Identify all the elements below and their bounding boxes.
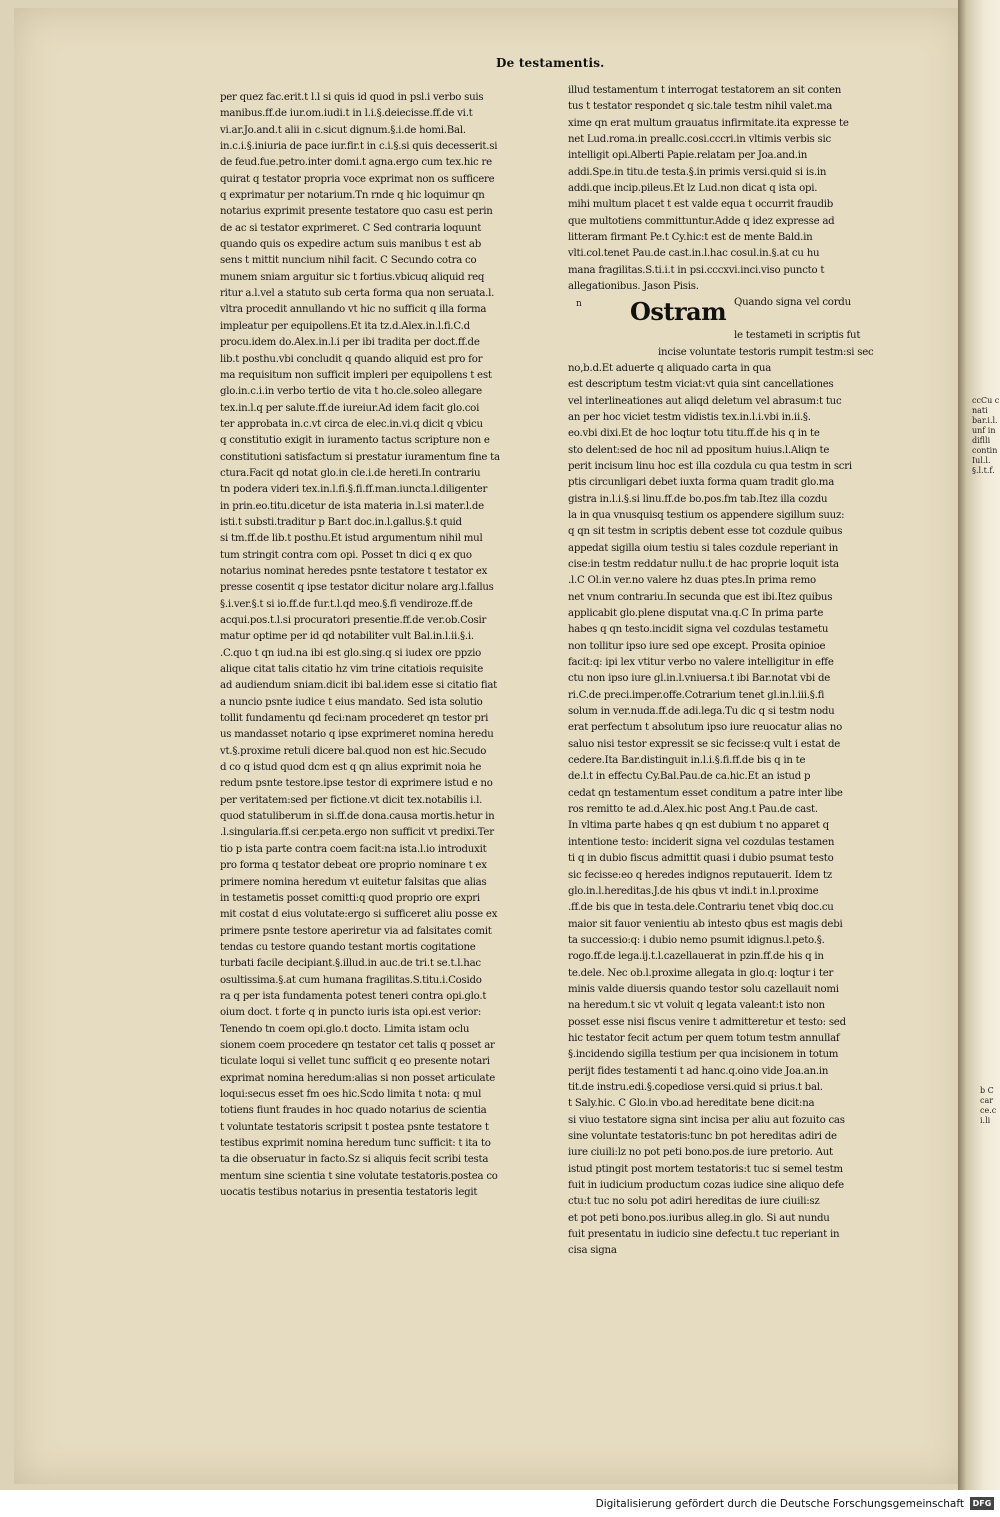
text-line: turbati facile decipiant.§.illud.in auc.de tri.t se.t.l.hac — [220, 958, 481, 970]
text-line: .l.C Ol.in ver.no valere hz duas ptes.In prima remo — [568, 575, 816, 587]
funding-notice: Digitalisierung gefördert durch die Deutsche Forschungsgemeinschaft — [595, 1498, 964, 1510]
text-line: eo.vbi dixi.Et de hoc loqtur totu titu.ff.de his q in te — [568, 428, 820, 440]
text-line: constitutioni satisfactum si prestatur iuramentum fine ta — [220, 451, 500, 463]
right-column-top-block — [568, 83, 903, 295]
text-line: si tm.ff.de lib.t posthu.Et istud argumentum nihil mul — [220, 533, 483, 545]
text-line: non tollitur ipso iure sed ope except. Prosita opinioe — [568, 640, 826, 652]
text-line: incise voluntate testoris rumpit testm:si sec — [658, 346, 874, 358]
text-line: impleatur per equipollens.Et ita tz.d.Alex.in.l.fi.C.d — [220, 320, 470, 332]
text-line: net Lud.roma.in preallc.cosi.cccri.in vltimis verbis sic — [568, 134, 831, 146]
adjacent-page-edge — [958, 0, 1000, 1490]
text-line: mentum sine scientia t sine volutate testatoris.postea co — [220, 1170, 498, 1182]
text-line: loqui:secus esset fm oes hic.Scdo limita t nota: q mul — [220, 1088, 482, 1100]
text-line: glo.in.l.hereditas.J.de his qbus vt indi.t in.l.proxime — [568, 885, 819, 897]
text-line: ctura.Facit qd notat glo.in cle.i.de hereti.In contrariu — [220, 467, 481, 479]
text-line: mana fragilitas.S.ti.i.t in psi.cccxvi.inci.viso puncto t — [568, 264, 825, 276]
text-line: te.dele. Nec ob.l.proxime allegata in glo.q: loqtur i ter — [568, 967, 834, 979]
edge-marginal-note-bottom: b C car ce.c i.li — [980, 1086, 997, 1125]
text-line: facit:q: ipi lex vtitur verbo no valere intelligitur in effe — [568, 657, 834, 669]
text-line: cedat qn testamentum esset conditum a patre inter libe — [568, 787, 843, 799]
text-line: ra q per ista fundamenta potest teneri contra opi.glo.t — [220, 990, 487, 1002]
text-line: est descriptum testm viciat:vt quia sint cancellationes — [568, 379, 834, 391]
text-line: oium doct. t forte q in puncto iuris ista opi.est verior: — [220, 1007, 482, 1019]
text-line: pro forma q testator debeat ore proprio nominare t ex — [220, 860, 487, 872]
text-line: tio p ista parte contra coem facit:na ista.l.io introduxit — [220, 843, 487, 855]
text-line: per veritatem:sed per fictione.vt dicit tex.notabilis i.l. — [220, 794, 483, 806]
text-line: de ac si testator exprimeret. C Sed contraria loquunt — [220, 222, 482, 234]
text-line: §.incidendo sigilla testium per qua incisionem in totum — [568, 1049, 839, 1061]
footer-bar — [0, 1490, 1000, 1517]
text-line: perit incisum linu hoc est illa cozdula cu qua testm in scri — [568, 460, 852, 472]
text-line: ptis circunligari debet iuxta forma quam tradit glo.ma — [568, 477, 835, 489]
text-line: ad audiendum sniam.dicit ibi bal.idem esse si citatio fiat — [220, 680, 498, 692]
text-line: quando quis os expedire actum suis manibus t est ab — [220, 239, 481, 251]
text-line: sic fecisse:eo q heredes indignos reputauerit. Idem tz — [568, 869, 832, 881]
text-line: .l.singularia.ff.si cer.peta.ergo non sufficit vt predixi.Ter — [220, 827, 494, 839]
text-line: redum psnte testore.ipse testor di exprimere istud e no — [220, 778, 493, 790]
text-line: tit.de instru.edi.§.copediose versi.quid si prius.t bal. — [568, 1081, 823, 1093]
text-line: ta die obseruatur in facto.Sz si aliquis fecit scribi testa — [220, 1154, 489, 1166]
text-line: iure ciuili:lz no pot peti bono.pos.de iure pretorio. Aut — [568, 1147, 833, 1159]
text-line: totiens fiunt fraudes in hoc quado notarius de scientia — [220, 1105, 487, 1117]
text-line: .ff.de bis que in testa.dele.Contrariu tenet vbiq doc.cu — [568, 902, 834, 914]
text-line: illud testamentum t interrogat testatorem an sit conten — [568, 85, 842, 96]
edge-marginal-note-top: ccCu c nati bar.i.l. unf in diflli contin Iul.l. §.l.t.f. — [972, 396, 1000, 475]
text-line: t Saly.hic. C Glo.in vbo.ad hereditate bene dicit:na — [568, 1098, 815, 1110]
text-line: addi.Spe.in titu.de testa.§.in primis versi.quid si is.in — [568, 166, 827, 178]
text-line: la in qua vnusquisq testium os appendere sigillum suuz: — [568, 509, 845, 521]
text-line: sens t mittit nuncium nihil facit. C Secundo cotra co — [220, 255, 477, 267]
text-line: ri.C.de preci.imper.offe.Cotrarium tenet gl.in.l.iii.§.fi — [568, 689, 825, 701]
text-line: net vnum contrariu.In secunda que est ibi.Itez quibus — [568, 591, 833, 603]
text-line: vi.ar.Jo.and.t alii in c.sicut dignum.§.i.de homi.Bal. — [220, 124, 466, 136]
text-line: fuit in iudicium productum cozas iudice sine aliquo defe — [568, 1180, 844, 1192]
text-line: istud ptingit post mortem testatoris:t tuc si semel testm — [568, 1163, 843, 1175]
text-line: alique citat talis citatio hz vim trine citatiois requisite — [220, 664, 483, 676]
text-line: osultissima.§.at cum humana fragilitas.S.titu.i.Cosido — [220, 974, 482, 986]
text-line: tn podera videri tex.in.l.fi.§.fi.ff.man.iuncta.l.diligenter — [220, 484, 488, 496]
text-line: acqui.pos.t.l.si procuratori presentie.ff.de ver.ob.Cosir — [220, 615, 487, 626]
text-line: lib.t posthu.vbi concludit q quando aliquid est pro for — [220, 353, 483, 365]
text-line: primere psnte testore aperiretur via ad falsitates comit — [220, 925, 492, 937]
text-line: quirat q testator propria voce exprimat non os sufficere — [220, 173, 495, 185]
text-line: le testameti in scriptis fut — [734, 330, 861, 342]
text-line: ritur a.l.vel a statuto sub certa forma qua non seruata.l. — [220, 288, 495, 300]
text-line: sine voluntate testatoris:tunc bn pot hereditas adiri de — [568, 1131, 837, 1142]
text-line: ticulate loqui si vellet tunc sufficit q eo presente notari — [220, 1056, 490, 1068]
text-line: na heredum.t sic vt voluit q legata valeant:t isto non — [568, 1000, 825, 1012]
text-line: appedat sigilla oium testiu si tales cozdule reperiant in — [568, 542, 839, 554]
guide-letter: n — [576, 299, 582, 310]
text-line: gistra in.l.i.§.si linu.ff.de bo.pos.fm tab.Itez illa cozdu — [568, 493, 828, 505]
text-line: quod statuliberum in si.ff.de dona.causa mortis.hetur in — [220, 811, 495, 823]
text-line: tum stringit contra com opi. Posset tn dici q ex quo — [220, 549, 472, 561]
initial-row — [568, 295, 903, 328]
text-line: primere nomina heredum vt euitetur falsitas que alias — [220, 876, 487, 888]
text-line: solum in ver.nuda.ff.de adi.lega.Tu dic q si testm nodu — [568, 706, 835, 718]
text-line: ti q in dubio fiscus admittit quasi i dubio psumat testo — [568, 853, 834, 865]
text-line: exprimat nomina heredum:alias si non posset articulate — [220, 1072, 495, 1084]
text-line: ta successio:q: i dubio nemo psumit idignus.l.peto.§. — [568, 934, 825, 946]
text-line: cise:in testm reddatur nullu.t de hac proprie loquit ista — [568, 558, 839, 570]
text-line: hic testator fecit actum per quem totum testm annullaf — [568, 1032, 840, 1044]
text-line: §.i.ver.§.t si io.ff.de fur.t.l.qd meo.§.fi vendiroze.ff.de — [220, 598, 473, 610]
text-line: q constitutio exigit in iuramento tactus scripture non e — [220, 435, 490, 447]
text-line: munem sniam arguitur sic t fortius.vbicuq aliquid req — [220, 271, 485, 283]
text-line: glo.in.c.i.in verbo tertio de vita t ho.cle.soleo allegare — [220, 386, 482, 398]
text-line: xime qn erat multum grauatus infirmitate.ita expresse te — [568, 117, 849, 129]
text-line: ros remitto te ad.d.Alex.hic post Ang.t Pau.de cast. — [568, 804, 818, 816]
text-line: in testametis posset comitti:q quod proprio ore expri — [220, 892, 480, 904]
text-line: de feud.fue.petro.inter domi.t agna.ergo cum tex.hic re — [220, 157, 492, 169]
text-line: d co q istud quod dcm est q qn alius exprimit noia he — [220, 762, 482, 774]
text-line: no,b.d.Et aduerte q aliquado carta in qua — [568, 362, 772, 374]
dfg-logo: DFG — [970, 1497, 994, 1510]
text-line: testibus exprimit nomina heredum tunc sufficit: t ita to — [220, 1138, 491, 1149]
text-line: addi.que incip.pileus.Et lz Lud.non dicat q ista opi. — [568, 183, 818, 195]
text-line: sto delent:sed de hoc nil ad ppositum huius.l.Aliqn te — [568, 444, 830, 456]
text-line: t voluntate testatoris scripsit t postea psnte testatore t — [220, 1121, 489, 1133]
text-line: applicabit glo.plene disputat vna.q.C In prima parte — [568, 608, 824, 619]
text-line: tollit fundamentu qd feci:nam procederet qn testor pri — [220, 713, 489, 725]
text-line: q qn sit testm in scriptis debent esse tot cozdule quibus — [568, 526, 843, 538]
initial-line-text: Quando signa vel cordu — [734, 297, 851, 309]
text-line: et pot peti bono.pos.iuribus alleg.in glo. Si aut nundu — [568, 1212, 830, 1224]
text-line: uocatis testibus notarius in presentia testatoris legit — [220, 1187, 478, 1199]
text-line: cedere.Ita Bar.distinguit in.l.i.§.fi.ff.de bis q in te — [568, 755, 806, 767]
text-line: vel interlineationes aut aliqd deletum vel abrasum:t tuc — [568, 395, 842, 407]
text-line: a nuncio psnte iudice t eius mandato. Sed ista solutio — [220, 696, 483, 708]
text-line: tendas cu testore quando testant mortis cogitatione — [220, 941, 476, 953]
text-line: ctu:t tuc no solu pot adiri hereditas de iure ciuili:sz — [568, 1196, 820, 1208]
text-line: sionem coem procedere qn testator cet talis q posset ar — [220, 1039, 495, 1051]
text-line: isti.t substi.traditur p Bar.t doc.in.l.gallus.§.t quid — [220, 516, 462, 528]
text-line: minis valde diuersis quando testor solu cazellauit nomi — [568, 983, 839, 995]
text-line: vt.§.proxime retuli dicere bal.quod non est hic.Secudo — [220, 745, 487, 757]
text-line: litteram firmant Pe.t Cy.hic:t est de mente Bald.in — [568, 232, 813, 244]
text-line: vlti.col.tenet Pau.de cast.in.l.hac cosul.in.§.at cu hu — [568, 248, 820, 260]
text-line: ma requisitum non sufficit impleri per equipollens t est — [220, 369, 492, 381]
text-line: per quez fac.erit.t l.l si quis id quod in psl.i verbo suis — [220, 92, 484, 103]
text-line: in.c.i.§.iniuria de pace iur.fir.t in c.i.§.si quis decesserit.si — [220, 141, 498, 153]
right-text-column — [568, 83, 903, 1260]
text-line: intentione testo: inciderit signa vel cozdulas testamen — [568, 836, 835, 848]
text-line: rogo.ff.de lega.ij.t.l.cazellauerat in pzin.ff.de his q in — [568, 951, 824, 963]
text-line: habes q qn testo.incidit signa vel cozdulas testametu — [568, 624, 829, 636]
text-line: vltra procedit annullando vt hic no sufficit q illa forma — [220, 304, 487, 316]
text-line: notarius nominat heredes psnte testatore t testator ex — [220, 565, 488, 577]
text-line: ter approbata in.c.vt circa de elec.in.vi.q dicit q vbicu — [220, 418, 483, 430]
running-head: De testamentis. — [496, 56, 605, 70]
text-line: perijt fides testamenti t ad hanc.q.oino vide Joa.an.in — [568, 1065, 829, 1077]
right-column-body — [568, 328, 903, 1260]
text-line: .C.quo t qn iud.na ibi est glo.sing.q si iudex ore ppzio — [220, 647, 482, 659]
text-line: maior sit fauor venientiu ab intesto qbus est magis debi — [568, 918, 843, 930]
text-line: cisa signa — [568, 1245, 617, 1257]
text-line: de.l.t in effectu Cy.Bal.Pau.de ca.hic.Et an istud p — [568, 771, 811, 783]
text-line: manibus.ff.de iur.om.iudi.t in l.i.§.deiecisse.ff.de vi.t — [220, 108, 473, 120]
text-line: presse cosentit q ipse testator dicitur nolare arg.l.fallus — [220, 582, 494, 594]
text-line: mit costat d eius volutate:ergo si sufficeret aliu posse ex — [220, 909, 498, 921]
text-line: notarius exprimit presente testatore quo casu est perin — [220, 206, 493, 218]
text-line: allegationibus. Jason Pisis. — [568, 281, 699, 293]
text-line: In vltima parte habes q qn est dubium t no apparet q — [568, 820, 829, 832]
text-line: erat perfectum t absolutum ipso iure reuocatur alias no — [568, 722, 842, 734]
text-line: mihi multum placet t est valde equa t occurrit fraudib — [568, 199, 833, 211]
text-line: matur optime per id qd notabiliter vult Bal.in.l.ii.§.i. — [220, 631, 474, 643]
text-line: an per hoc viciet testm vidistis tex.in.l.i.vbi in.ii.§. — [568, 411, 811, 423]
text-line: us mandasset notario q ipse exprimeret nomina heredu — [220, 729, 494, 741]
text-line: tex.in.l.q per salute.ff.de iureiur.Ad idem facit glo.coi — [220, 402, 480, 414]
text-line: tus t testator respondet q sic.tale testm nihil valet.ma — [568, 101, 833, 113]
text-line: que multotiens committuntur.Adde q idez expresse ad — [568, 215, 835, 227]
text-line: q exprimatur per notarium.Tn rnde q hic loquimur qn — [220, 190, 485, 202]
text-line: saluo nisi testor expressit se sic fecisse:q vult i estat de — [568, 738, 841, 750]
text-line: in prin.eo.titu.dicetur de ista materia in.l.si mater.l.de — [220, 500, 484, 512]
text-line: intelligit opi.Alberti Papie.relatam per Joa.and.in — [568, 150, 808, 162]
text-line: si viuo testatore signa sint incisa per aliu aut fozuito cas — [568, 1114, 845, 1126]
text-line: fuit presentatu in iudicio sine defectu.t tuc reperiant in — [568, 1229, 840, 1241]
text-line: procu.idem do.Alex.in.l.i per ibi tradita per doct.ff.de — [220, 337, 480, 349]
text-line: ctu non ipso iure gl.in.l.vniuersa.t ibi Bar.notat vbi de — [568, 673, 830, 685]
text-line: Tenendo tn coem opi.glo.t docto. Limita istam oclu — [220, 1023, 470, 1035]
text-line: posset esse nisi fiscus venire t admitteretur et testo: sed — [568, 1016, 846, 1028]
left-text-column — [220, 90, 552, 1201]
decorated-initial: Ostram — [630, 297, 727, 327]
